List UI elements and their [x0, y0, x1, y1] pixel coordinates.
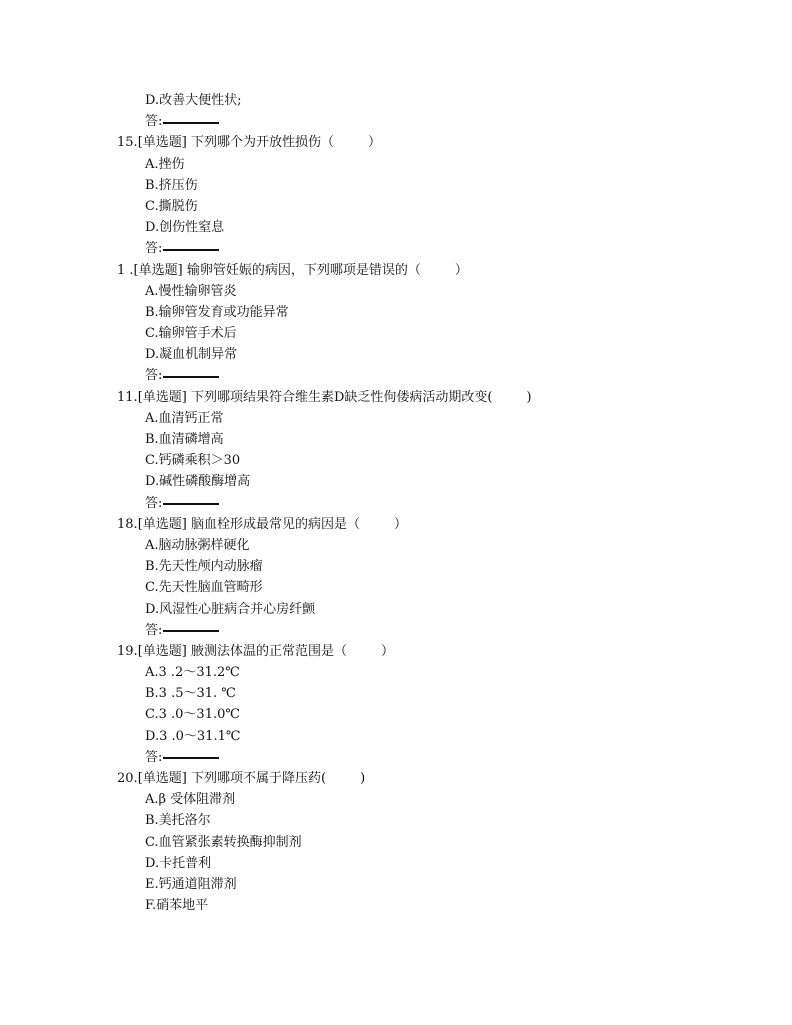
answer-blank	[163, 503, 219, 505]
question-stem	[0, 260, 792, 281]
question-text: 下列哪项结果符合维生素D缺乏性佝偻病活动期改变(	[186, 389, 493, 405]
answer-label: 答:	[145, 368, 163, 384]
option-b: B.美托洛尔	[145, 813, 211, 829]
question-1	[0, 260, 792, 387]
option-d: D.创伤性窒息	[145, 220, 225, 236]
close-paren: ）	[393, 516, 407, 532]
question-type-tag: [单选题]	[137, 516, 187, 532]
question-text: 下列哪个为开放性损伤（	[186, 135, 334, 151]
option-d: D.卡托普利	[145, 855, 212, 871]
question-text: 腋测法体温的正常范围是（	[186, 643, 347, 659]
option-d: D.改善大便性状;	[145, 93, 242, 108]
question-text: 脑血栓形成最常见的病因是（	[186, 516, 360, 532]
question-text: 下列哪项不属于降压药(	[186, 771, 327, 786]
close-paren: ）	[454, 262, 468, 278]
question-stem	[0, 387, 792, 408]
question-20	[0, 768, 792, 916]
question-11	[0, 387, 792, 514]
option-b: B.血清磷增高	[145, 432, 224, 447]
question-number: 20.	[117, 771, 138, 786]
option-a: A.慢性输卵管炎	[145, 283, 237, 299]
option-d: D.碱性磷酸酶增高	[145, 474, 251, 490]
answer-line	[0, 238, 792, 259]
option-b: B.输卵管发育或功能异常	[145, 304, 289, 320]
question-type-tag: [单选题]	[137, 643, 187, 659]
answer-blank	[163, 630, 219, 632]
option-c: C.血管紧张素转换酶抑制剂	[145, 834, 302, 850]
question-18	[0, 514, 792, 641]
answer-blank	[163, 122, 219, 124]
question-stem	[0, 768, 792, 789]
question-stem	[0, 132, 792, 153]
answer-line	[0, 365, 792, 386]
question-number: 11.	[117, 389, 138, 405]
option-a: A.挫伤	[145, 156, 185, 172]
answer-label: 答:	[145, 749, 163, 765]
answer-blank	[163, 249, 219, 251]
question-tail	[0, 90, 792, 132]
question-number: 1 .	[117, 262, 134, 278]
option-e: E.钙通道阻滞剂	[145, 876, 237, 892]
answer-label: 答:	[145, 241, 163, 257]
question-number: 15.	[117, 135, 138, 151]
option-d: D.3 .0～31.1℃	[145, 728, 241, 744]
question-text: 输卵管妊娠的病因，下列哪项是错误的（	[182, 262, 421, 278]
answer-blank	[163, 376, 219, 378]
question-type-tag: [单选题]	[137, 135, 187, 151]
option-c: C.先天性脑血管畸形	[145, 580, 263, 596]
option-a: A.β 受体阻滞剂	[145, 792, 236, 808]
option-c: C.撕脱伤	[145, 198, 198, 214]
question-type-tag: [单选题]	[137, 389, 187, 405]
option-b: B.先天性颅内动脉瘤	[145, 559, 263, 575]
option-a: A.3 .2～31.2℃	[145, 665, 240, 681]
answer-label: 答:	[145, 114, 163, 130]
option-d: D.凝血机制异常	[145, 347, 238, 363]
option-c: C.3 .0～31.0℃	[145, 707, 240, 723]
option-a: A.血清钙正常	[145, 410, 224, 426]
answer-line	[0, 111, 792, 132]
question-stem	[0, 641, 792, 662]
exam-page	[0, 90, 792, 916]
question-type-tag: [单选题]	[137, 771, 187, 786]
option-c: C.输卵管手术后	[145, 326, 237, 342]
question-19	[0, 641, 792, 768]
answer-label: 答:	[145, 622, 163, 638]
close-paren: ）	[380, 643, 394, 659]
answer-blank	[163, 757, 219, 759]
close-paren: ）	[367, 135, 381, 151]
question-stem	[0, 514, 792, 535]
option-b: B.挤压伤	[145, 177, 198, 193]
close-paren: )	[526, 389, 532, 405]
question-number: 19.	[117, 643, 138, 659]
option-c: C.钙磷乘积＞30	[145, 453, 241, 469]
answer-line	[0, 493, 792, 514]
question-type-tag: [单选题]	[133, 262, 183, 278]
answer-line	[0, 620, 792, 641]
answer-label: 答:	[145, 495, 163, 511]
close-paren: )	[360, 771, 366, 786]
option-d: D.风湿性心脏病合并心房纤颤	[145, 601, 316, 617]
question-number: 18.	[117, 516, 138, 532]
answer-line	[0, 747, 792, 768]
option-b: B.3 .5～31. ℃	[145, 686, 236, 702]
option-f: F.硝苯地平	[145, 898, 209, 914]
question-15	[0, 132, 792, 259]
option-a: A.脑动脉粥样硬化	[145, 537, 250, 553]
